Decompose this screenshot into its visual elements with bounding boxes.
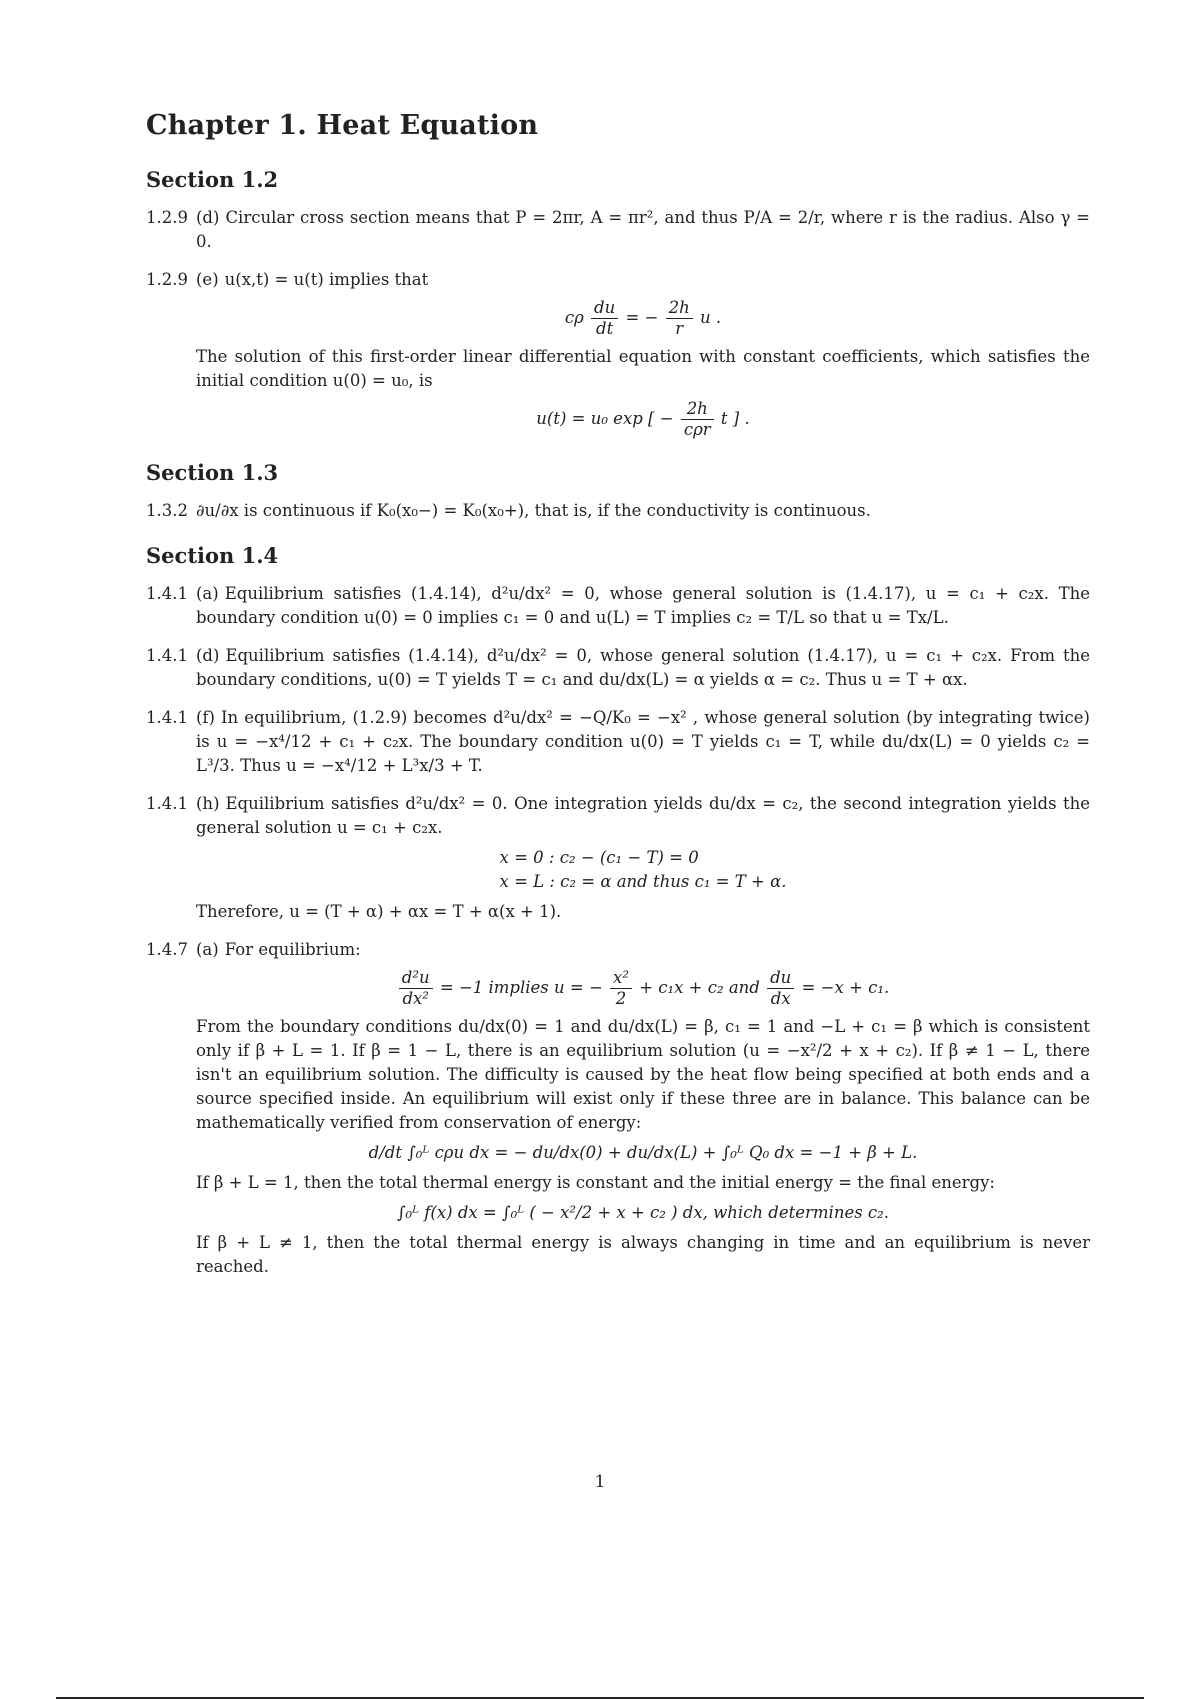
denominator: r [675,319,684,338]
problem-text: ∂u/∂x is continuous if K₀(x₀−) = K₀(x₀+), that is, if the conductivity is continuous. [196,501,871,520]
problem-intro: For equilibrium: [224,940,361,959]
problem-text: Equilibrium satisfies (1.4.14), d²u/dx² = 0, whose general solution (1.4.17), u = c₁ + c₂x. From the boundary conditions, u(0) = T yields T = c₁ and du/dx(L) = α yields α = c₂. Thus u = T + αx. [196,646,1090,689]
problem-number: 1.4.1 [146,794,188,813]
problem-text: Circular cross section means that P = 2πr, A = πr², and thus P/A = 2/r, where r is the radius. Also γ = 0. [196,208,1090,251]
section-title: Section 1.2 [146,167,279,192]
section-1-3 [146,460,1090,523]
eq-term: = −x + c₁. [801,978,890,997]
problem-intro: u(x,t) = u(t) implies that [224,270,429,289]
problem-label: (d) [196,208,220,227]
problem-number: 1.4.7 [146,940,188,959]
numerator: du [767,968,794,989]
boundary-line: x = L : c₂ = α and thus c₁ = T + α. [499,872,787,891]
problem-1-2-9-e [146,268,1090,440]
chapter-title: Chapter 1. Heat Equation [146,110,539,141]
numerator: 2h [681,399,714,420]
problem-number: 1.2.9 [146,208,188,227]
problem-label: (f) [196,708,215,727]
problem-conclusion: Therefore, u = (T + α) + αx = T + α(x + 1). [196,902,562,921]
problem-1-4-7-a [146,938,1090,1279]
section-title: Section 1.4 [146,543,279,568]
problem-label: (a) [196,940,219,959]
denominator: dt [596,319,614,338]
problem-1-2-9-d [146,206,1090,254]
problem-text: Equilibrium satisfies (1.4.14), d²u/dx² = 0, whose general solution is (1.4.17), u = c₁ + c₂x. The boundary condition u(0) = 0 implies c₁ = 0 and u(L) = T implies c₂ = T/L so that u = Tx/L. [196,584,1090,627]
footer-rule [56,1697,1144,1699]
problem-text: From the boundary conditions du/dx(0) = 1 and du/dx(L) = β, c₁ = 1 and −L + c₁ = β which is consistent only if β + L = 1. If β = 1 − L, there is an equilibrium solution (u = −x²/2 + x + c₂). If β ≠ 1 − L, there isn't an equilibrium solution. The difficulty is caused by the heat flow being specified at both ends and a source specified inside. An equilibrium will exist only if these three are in balance. This balance can be mathematically verified from conservation of energy: [196,1017,1090,1132]
eq-term: cρ [564,308,584,327]
problem-number: 1.4.1 [146,584,188,603]
numerator: d²u [399,968,433,989]
fraction [666,298,693,339]
numerator: du [591,298,618,319]
problem-label: (d) [196,646,220,665]
fraction [610,968,632,1009]
eq-term: u(t) = u₀ exp [ − [536,409,674,428]
problem-label: (e) [196,270,219,289]
problem-text: If β + L = 1, then the total thermal energy is constant and the initial energy = the final energy: [196,1173,995,1192]
denominator: dx [770,989,791,1008]
page-number: 1 [594,1472,606,1492]
denominator: dx² [402,989,429,1008]
problem-number: 1.4.1 [146,646,188,665]
problem-1-3-2 [146,499,1090,523]
eq-term: u . [700,308,722,327]
eq-term: = −1 implies u = − [439,978,603,997]
boundary-line: x = 0 : c₂ − (c₁ − T) = 0 [499,848,699,867]
eq-term: + c₁x + c₂ and [639,978,760,997]
equation-initial-final: ∫₀ᴸ f(x) dx = ∫₀ᴸ ( − x²/2 + x + c₂ ) dx, which determines c₂. [396,1203,890,1222]
equation-boundary-conditions [196,846,1090,894]
equation-solution [196,399,1090,440]
section-1-4 [146,543,1090,1279]
equation-equilibrium [196,968,1090,1009]
equation-ode [196,298,1090,339]
problem-1-4-1-a [146,582,1090,630]
problem-label: (h) [196,794,220,813]
problem-1-4-1-f [146,706,1090,778]
eq-term: t ] . [720,409,750,428]
fraction [399,968,433,1009]
fraction [591,298,618,339]
section-title: Section 1.3 [146,460,279,485]
equation-energy: d/dt ∫₀ᴸ cρu dx = − du/dx(0) + du/dx(L) + ∫₀ᴸ Q₀ dx = −1 + β + L. [368,1143,918,1162]
fraction [767,968,794,1009]
page-content [146,110,1090,1299]
section-1-2 [146,167,1090,440]
problem-text: If β + L ≠ 1, then the total thermal energy is always changing in time and an equilibrium is never reached. [196,1233,1090,1276]
problem-number: 1.4.1 [146,708,188,727]
problem-number: 1.2.9 [146,270,188,289]
denominator: cρr [683,420,711,439]
denominator: 2 [615,989,627,1008]
problem-text: In equilibrium, (1.2.9) becomes d²u/dx² = −Q/K₀ = −x² , whose general solution (by integrating twice) is u = −x⁴/12 + c₁ + c₂x. The boundary condition u(0) = T yields c₁ = T, while du/dx(L) = 0 yields c₂ = L³/3. Thus u = −x⁴/12 + L³x/3 + T. [196,708,1090,775]
numerator: 2h [666,298,693,319]
problem-label: (a) [196,584,219,603]
numerator: x² [610,968,632,989]
problem-text: The solution of this first-order linear differential equation with constant coefficients, which satisfies the initial condition u(0) = u₀, is [196,347,1090,390]
eq-term: = − [625,308,659,327]
problem-1-4-1-h [146,792,1090,924]
problem-text: Equilibrium satisfies d²u/dx² = 0. One integration yields du/dx = c₂, the second integration yields the general solution u = c₁ + c₂x. [196,794,1090,837]
problem-number: 1.3.2 [146,501,188,520]
fraction [681,399,714,440]
problem-1-4-1-d [146,644,1090,692]
